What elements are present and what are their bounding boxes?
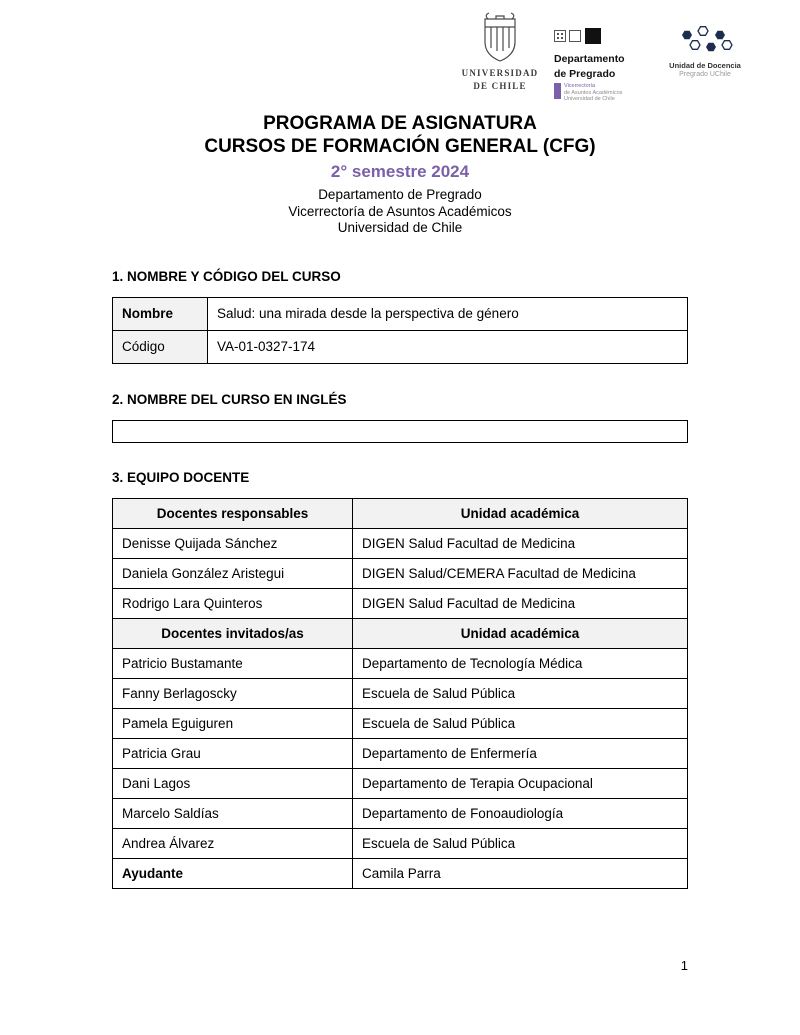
subtitle-line3: Universidad de Chile	[337, 220, 463, 235]
field-label-codigo: Código	[113, 330, 208, 363]
docencia-logo	[660, 26, 750, 79]
table-row	[113, 798, 688, 828]
unidad-cell: Departamento de Fonoaudiología	[353, 798, 688, 828]
table-row	[113, 648, 688, 678]
header-unidad-academica: Unidad académica	[353, 498, 688, 528]
table-row	[113, 558, 688, 588]
docente-name-cell: Pamela Eguiguren	[113, 708, 353, 738]
ayudante-label-cell: Ayudante	[113, 858, 353, 888]
document-title-line1: PROGRAMA DE ASIGNATURA	[263, 113, 537, 134]
header-unidad-academica: Unidad académica	[353, 618, 688, 648]
unidad-cell: DIGEN Salud Facultad de Medicina	[353, 588, 688, 618]
table-row	[113, 528, 688, 558]
uchile-logo	[460, 12, 540, 92]
document-content	[112, 269, 688, 889]
table-row	[113, 828, 688, 858]
table-header-row	[113, 498, 688, 528]
pregrado-logo-name-line2: de Pregrado	[554, 68, 616, 80]
table-row	[113, 297, 688, 330]
docente-name-cell: Patricia Grau	[113, 738, 353, 768]
unidad-cell: DIGEN Salud/CEMERA Facultad de Medicina	[353, 558, 688, 588]
table-row	[113, 330, 688, 363]
unidad-cell: Escuela de Salud Pública	[353, 678, 688, 708]
section-3-heading: 3. EQUIPO DOCENTE	[112, 469, 250, 485]
pregrado-logo	[554, 28, 646, 103]
section-2-heading: 2. NOMBRE DEL CURSO EN INGLÉS	[112, 391, 347, 407]
pregrado-purple-bar	[554, 83, 561, 99]
uchile-crest-icon	[480, 12, 520, 66]
subtitle-line2: Vicerrectoría de Asuntos Académicos	[288, 203, 512, 219]
pregrado-tiny-line3: Universidad de Chile	[564, 96, 615, 102]
pregrado-logo-name-line1: Departamento	[554, 53, 625, 65]
section-1-heading: 1. NOMBRE Y CÓDIGO DEL CURSO	[112, 268, 341, 284]
subtitle-line1: Departamento de Pregrado	[318, 187, 482, 202]
docente-name-cell: Patricio Bustamante	[113, 648, 353, 678]
header-docentes-invitados: Docentes invitados/as	[113, 618, 353, 648]
docencia-logo-text-line2: Pregrado UChile	[679, 71, 731, 78]
docente-name-cell: Fanny Berlagoscky	[113, 678, 353, 708]
table-row	[113, 708, 688, 738]
uchile-logo-text-line1: UNIVERSIDAD	[461, 68, 539, 78]
docente-name-cell: Denisse Quijada Sánchez	[113, 528, 353, 558]
unidad-cell: Departamento de Enfermería	[353, 738, 688, 768]
docente-name-cell: Daniela González Aristegui	[113, 558, 353, 588]
docente-name-cell: Rodrigo Lara Quinteros	[113, 588, 353, 618]
pregrado-tiny-line1: Vicerrectoría	[564, 83, 596, 89]
table-row	[113, 678, 688, 708]
field-value-nombre: Salud: una mirada desde la perspectiva de género	[208, 297, 688, 330]
docencia-logo-text-line1: Unidad de Docencia	[669, 61, 741, 70]
table-header-row	[113, 618, 688, 648]
document-title-line2: CURSOS DE FORMACIÓN GENERAL (CFG)	[204, 136, 596, 157]
unidad-cell: Departamento de Tecnología Médica	[353, 648, 688, 678]
course-name-english-field	[112, 420, 688, 443]
docente-name-cell: Marcelo Saldías	[113, 798, 353, 828]
table-row	[113, 858, 688, 888]
course-name-code-table	[112, 297, 688, 364]
unidad-cell: Departamento de Terapia Ocupacional	[353, 768, 688, 798]
semester-label: 2° semestre 2024	[330, 162, 470, 181]
field-value-codigo: VA-01-0327-174	[208, 330, 688, 363]
uchile-logo-text-line2: DE CHILE	[473, 81, 527, 91]
docente-name-cell: Andrea Álvarez	[113, 828, 353, 858]
pregrado-squares-icon	[554, 28, 602, 45]
table-row	[113, 738, 688, 768]
equipo-docente-table	[112, 498, 688, 889]
unidad-cell: DIGEN Salud Facultad de Medicina	[353, 528, 688, 558]
ayudante-value-cell: Camila Parra	[353, 858, 688, 888]
page-number: 1	[680, 958, 688, 973]
pregrado-tiny-line2: de Asuntos Académicos	[564, 89, 623, 96]
docente-name-cell: Dani Lagos	[113, 768, 353, 798]
header-docentes-responsables: Docentes responsables	[113, 498, 353, 528]
docencia-hexagons-icon	[673, 26, 737, 58]
table-row	[113, 588, 688, 618]
table-row	[113, 768, 688, 798]
header-logos	[460, 12, 750, 103]
unidad-cell: Escuela de Salud Pública	[353, 828, 688, 858]
unidad-cell: Escuela de Salud Pública	[353, 708, 688, 738]
field-label-nombre: Nombre	[113, 297, 208, 330]
